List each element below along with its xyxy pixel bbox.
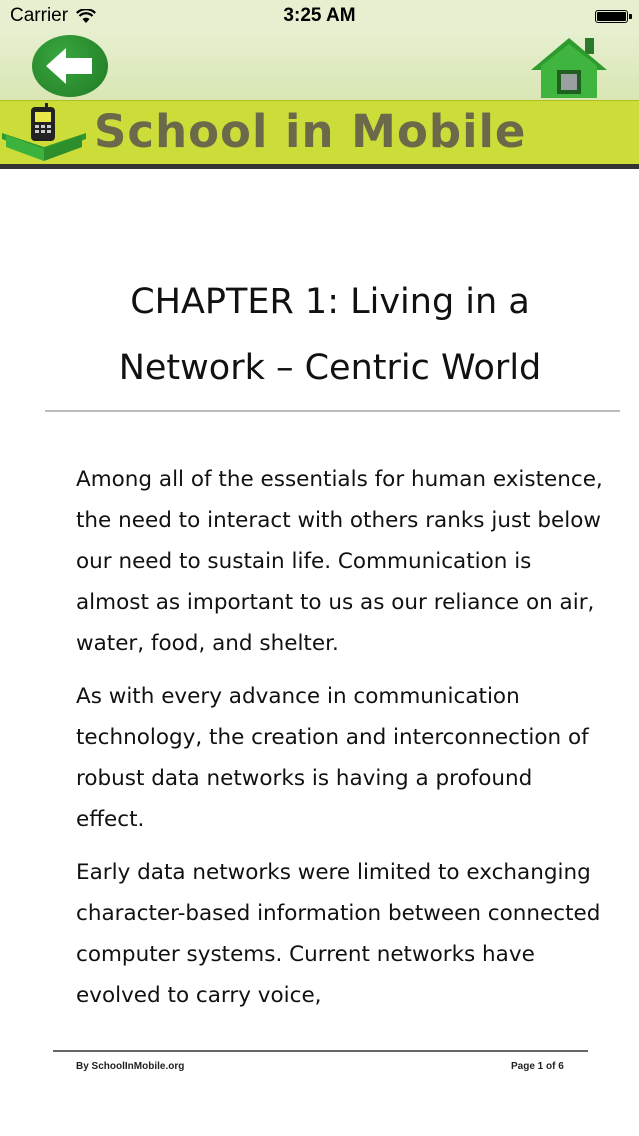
nav-bar xyxy=(0,32,639,100)
home-button[interactable] xyxy=(527,36,611,98)
banner-title: School in Mobile xyxy=(94,105,527,158)
app-banner xyxy=(0,100,639,165)
chapter-title-line-1: CHAPTER 1: Living in a xyxy=(130,282,530,322)
paragraph: Among all of the essentials for human existence, the need to interact with others ranks just below our need to sustain life. Communication is almost as important to us as our reliance on air, water, food, and shelter. xyxy=(76,467,603,656)
back-button[interactable] xyxy=(32,35,108,97)
footer-source: By SchoolInMobile.org xyxy=(76,1061,185,1072)
footer-divider xyxy=(53,1050,588,1052)
chapter-title-line-2: Network – Centric World xyxy=(118,348,542,388)
document-body xyxy=(76,459,606,1028)
status-time: 3:25 AM xyxy=(283,5,356,26)
paragraph: As with every advance in communication technology, the creation and interconnection of robust data networks is having a profound effect. xyxy=(76,684,589,832)
school-mobile-logo-icon xyxy=(0,103,90,163)
title-divider xyxy=(45,410,620,412)
paragraph: Early data networks were limited to exchanging character-based information between connected computer systems. Current networks have evolved to carry voice, xyxy=(76,860,601,1008)
document-page[interactable] xyxy=(0,169,639,1136)
carrier-label: Carrier xyxy=(10,5,69,26)
page-indicator: Page 1 of 6 xyxy=(511,1061,564,1072)
chapter-title xyxy=(40,269,620,401)
back-arrow-icon xyxy=(32,35,108,97)
status-bar xyxy=(0,0,639,32)
home-icon xyxy=(527,36,611,98)
battery-icon xyxy=(595,10,628,23)
